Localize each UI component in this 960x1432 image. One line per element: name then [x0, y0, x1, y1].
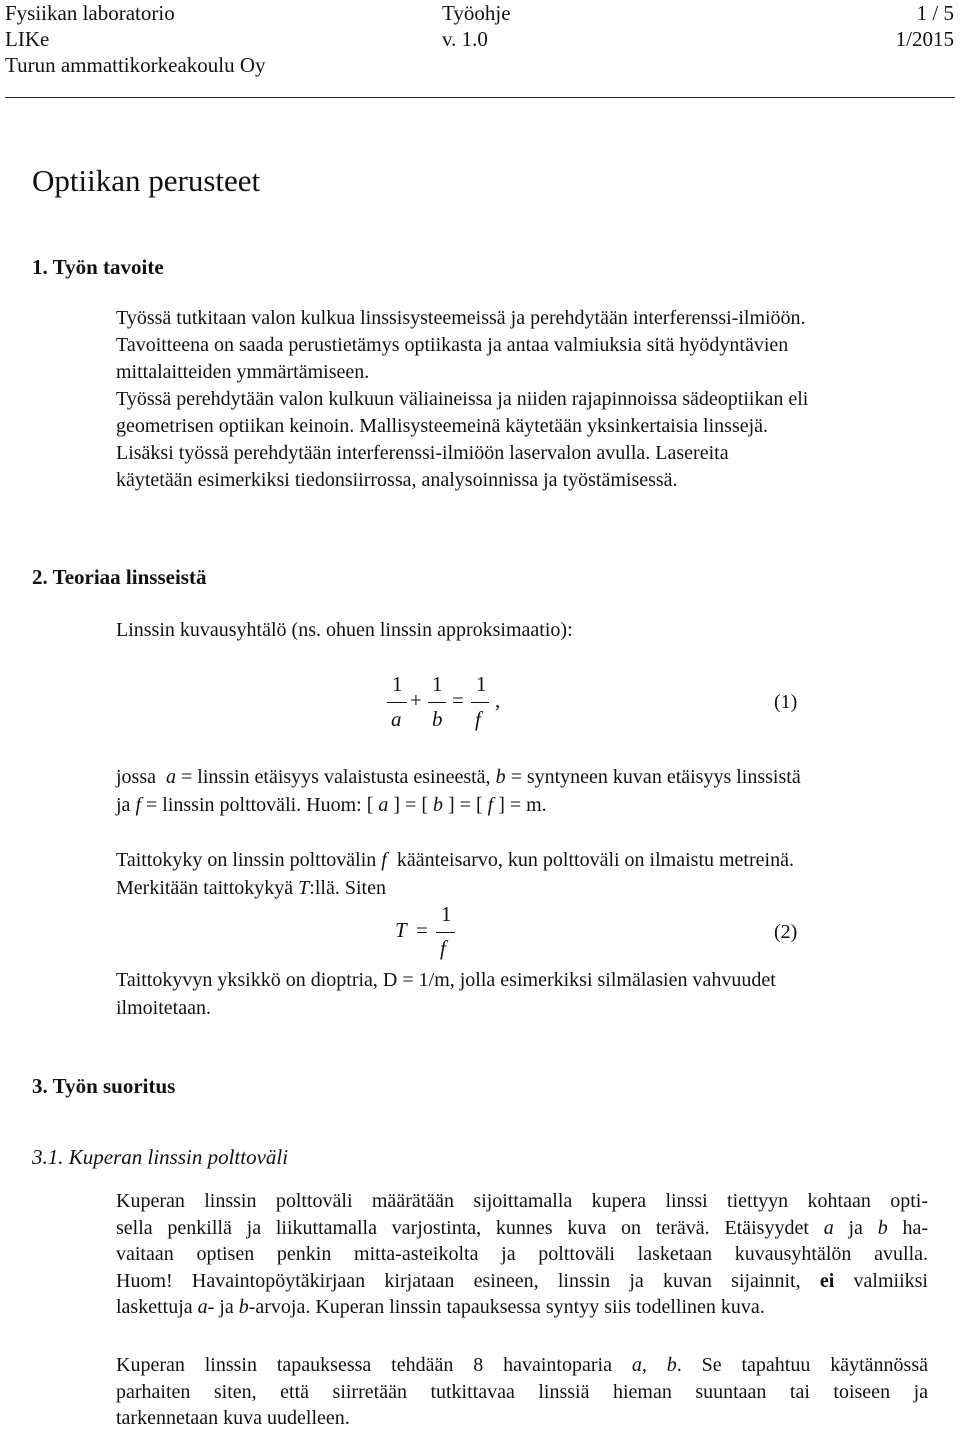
header-version: v. 1.0: [442, 27, 488, 51]
eq2-label: (2): [774, 921, 798, 943]
eq1-label: (1): [774, 691, 798, 713]
eq1-numerator-f: 1: [476, 672, 487, 696]
page-title: Optiikan perusteet: [32, 163, 261, 198]
paragraph-line: käytetään esimerkiksi tiedonsiirrossa, analysoinnissa ja työstämisessä.: [116, 469, 678, 491]
refractive-power-line-1: Taittokyky on linssin polttovälin f käänteisarvo, kun polttoväli on ilmaistu metreinä.: [116, 849, 794, 871]
eq1-fraction-bar-a: [387, 702, 407, 703]
header-school: Turun ammattikorkeakoulu Oy: [5, 53, 266, 77]
section-1-heading: 1. Työn tavoite: [32, 255, 164, 279]
section-3-heading: 3. Työn suoritus: [32, 1074, 176, 1098]
procedure-paragraph-1: [116, 1188, 928, 1321]
eq2-denominator: f: [440, 936, 446, 960]
header-date: 1/2015: [895, 27, 954, 51]
variable-explanation-line-2: ja f = linssin polttoväli. Huom: [ a ] = [ b ] = [ f ] = m.: [116, 794, 547, 816]
eq1-fraction-bar-b: [428, 702, 446, 703]
subsection-3-1-heading: 3.1. Kuperan linssin polttoväli: [32, 1145, 289, 1169]
eq1-equals: =: [452, 688, 464, 712]
eq1-comma: ,: [495, 688, 501, 712]
eq2-numerator: 1: [441, 902, 452, 926]
paragraph-line: vaitaan optisen penkin mitta-asteikolta ja polttoväli lasketaan kuvausyhtälön avulla.: [116, 1243, 928, 1265]
eq1-fraction-bar-f: [471, 702, 489, 703]
header-divider: [5, 97, 955, 98]
paragraph-line: mittalaitteiden ymmärtämiseen.: [116, 361, 370, 383]
eq1-denominator-f: f: [475, 707, 481, 731]
paragraph-line: laskettuja a- ja b-arvoja. Kuperan linssin tapauksessa syntyy siis todellinen kuva.: [116, 1296, 765, 1318]
unit-line-2: ilmoitetaan.: [116, 997, 211, 1019]
eq1-denominator-a: a: [391, 707, 402, 731]
header-page-number: 1 / 5: [916, 1, 954, 25]
paragraph-line: Lisäksi työssä perehdytään interferenssi-ilmiöön laservalon avulla. Lasereita: [116, 442, 729, 464]
paragraph-line: Työssä perehdytään valon kulkuun väliaineissa ja niiden rajapinnoissa sädeoptiikan eli: [116, 388, 809, 410]
eq2-lhs: T: [395, 918, 407, 942]
variable-explanation-line-1: jossa a = linssin etäisyys valaistusta esineestä, b = syntyneen kuvan etäisyys linssistä: [116, 766, 801, 788]
header-doc-type: Työohje: [442, 1, 511, 25]
eq2-fraction-bar: [436, 932, 455, 933]
eq1-plus: +: [410, 688, 422, 712]
paragraph-line: sella penkillä ja liikuttamalla varjostinta, kunnes kuva on terävä. Etäisyydet a ja b ha-: [116, 1216, 929, 1239]
eq2-equals: =: [416, 918, 428, 942]
refractive-power-line-2: Merkitään taittokykyä T:llä. Siten: [116, 877, 386, 899]
equation-intro: Linssin kuvausyhtälö (ns. ohuen linssin approksimaatio):: [116, 619, 573, 641]
header-department: LIKe: [5, 27, 50, 51]
paragraph-line: Tavoitteena on saada perustietämys optiikasta ja antaa valmiuksia sitä hyödyntävien: [116, 334, 789, 356]
eq1-numerator-a: 1: [392, 672, 403, 696]
paragraph-line: parhaiten siten, että siirretään tutkittavaa linssiä hieman suuntaan tai toiseen ja: [116, 1380, 928, 1403]
eq1-denominator-b: b: [432, 707, 443, 731]
paragraph-line: geometrisen optiikan keinoin. Mallisysteemeinä käytetään yksinkertaisia linssejä.: [116, 415, 769, 437]
header-institution: Fysiikan laboratorio: [5, 1, 175, 25]
unit-line-1: Taittokyvyn yksikkö on dioptria, D = 1/m, jolla esimerkiksi silmälasien vahvuudet: [116, 969, 776, 991]
paragraph-line: Kuperan linssin polttoväli määrätään sijoittamalla kupera linssi tiettyyn kohtaan opti-: [116, 1190, 928, 1212]
paragraph-line: Kuperan linssin tapauksessa tehdään 8 havaintoparia a, b. Se tapahtuu käytännössä: [116, 1354, 929, 1376]
paragraph-line: Työssä tutkitaan valon kulkua linssisysteemeissä ja perehdytään interferenssi-ilmiöön.: [116, 307, 806, 329]
section-2-heading: 2. Teoriaa linsseistä: [32, 565, 207, 589]
procedure-paragraph-2: [116, 1352, 928, 1432]
paragraph-line: Huom! Havaintopöytäkirjaan kirjataan esineen, linssin ja kuvan sijainnit, ei valmiiksi: [116, 1269, 928, 1292]
eq1-numerator-b: 1: [432, 672, 443, 696]
paragraph-line: tarkennetaan kuva uudelleen.: [116, 1407, 350, 1429]
